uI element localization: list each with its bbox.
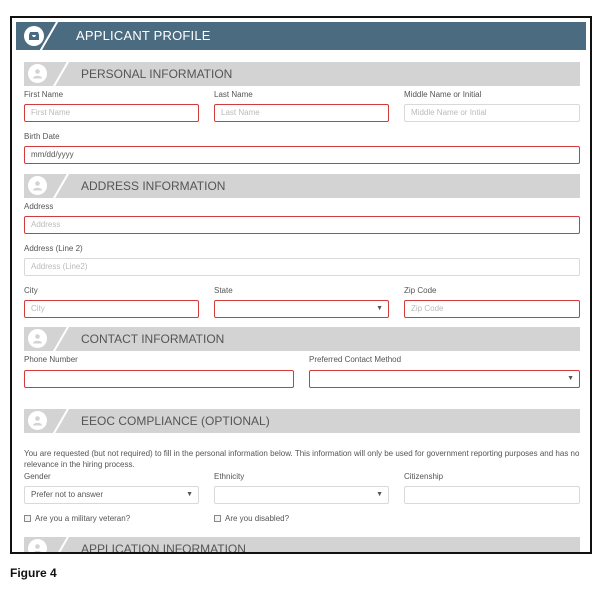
section-eeoc-compliance bbox=[24, 409, 580, 433]
eeoc-notice: You are requested (but not required) to fill in the personal information below. This information will only be used for government reporting purposes and has no relevance in the hiring process. bbox=[24, 449, 580, 469]
birth-date-input[interactable]: mm/dd/yyyy bbox=[24, 146, 580, 164]
birth-date-label: Birth Date bbox=[24, 132, 60, 141]
section-divider bbox=[52, 537, 70, 554]
section-divider bbox=[52, 62, 70, 86]
gender-value: Prefer not to answer bbox=[31, 490, 104, 499]
zip-code-input[interactable]: Zip Code bbox=[404, 300, 580, 318]
section-application-information bbox=[24, 537, 580, 554]
chevron-down-icon: ▼ bbox=[186, 491, 193, 498]
address-line2-label: Address (Line 2) bbox=[24, 244, 83, 253]
disabled-label: Are you disabled? bbox=[225, 514, 290, 523]
phone-number-input[interactable] bbox=[24, 370, 294, 388]
preferred-contact-method-label: Preferred Contact Method bbox=[309, 355, 402, 364]
address-line2-input[interactable]: Address (Line2) bbox=[24, 258, 580, 276]
section-address-information bbox=[24, 174, 580, 198]
gender-select[interactable] bbox=[24, 486, 199, 504]
middle-name-label: Middle Name or Initial bbox=[404, 90, 482, 99]
section-divider bbox=[52, 409, 70, 433]
section-title: PERSONAL INFORMATION bbox=[81, 67, 233, 81]
military-veteran-checkbox[interactable] bbox=[24, 514, 130, 523]
city-label: City bbox=[24, 286, 38, 295]
user-icon bbox=[28, 539, 47, 554]
section-contact-information bbox=[24, 327, 580, 351]
ethnicity-label: Ethnicity bbox=[214, 472, 245, 481]
section-divider bbox=[52, 174, 70, 198]
section-title: CONTACT INFORMATION bbox=[81, 332, 225, 346]
section-personal-information bbox=[24, 62, 580, 86]
first-name-label: First Name bbox=[24, 90, 64, 99]
state-select[interactable] bbox=[214, 300, 389, 318]
gender-label: Gender bbox=[24, 472, 51, 481]
address-input[interactable]: Address bbox=[24, 216, 580, 234]
chevron-down-icon: ▼ bbox=[376, 491, 383, 498]
section-divider bbox=[52, 327, 70, 351]
city-input[interactable]: City bbox=[24, 300, 199, 318]
user-icon bbox=[28, 329, 47, 348]
disabled-checkbox[interactable] bbox=[214, 514, 289, 523]
phone-number-label: Phone Number bbox=[24, 355, 78, 364]
citizenship-input[interactable] bbox=[404, 486, 580, 504]
middle-name-input[interactable]: Middle Name or Intial bbox=[404, 104, 580, 122]
chevron-down-icon: ▼ bbox=[376, 305, 383, 312]
ethnicity-select[interactable] bbox=[214, 486, 389, 504]
checkbox-box[interactable] bbox=[24, 515, 31, 522]
state-label: State bbox=[214, 286, 233, 295]
section-title: EEOC COMPLIANCE (OPTIONAL) bbox=[81, 414, 270, 428]
zip-code-label: Zip Code bbox=[404, 286, 437, 295]
military-veteran-label: Are you a military veteran? bbox=[35, 514, 131, 523]
section-title: APPLICATION INFORMATION bbox=[81, 542, 246, 554]
form-header bbox=[16, 22, 586, 50]
checkbox-box[interactable] bbox=[214, 515, 221, 522]
chevron-down-icon: ▼ bbox=[567, 375, 574, 382]
first-name-input[interactable]: First Name bbox=[24, 104, 199, 122]
user-icon bbox=[28, 411, 47, 430]
address-label: Address bbox=[24, 202, 54, 211]
citizenship-label: Citizenship bbox=[404, 472, 444, 481]
figure-caption: Figure 4 bbox=[10, 566, 57, 580]
preferred-contact-method-select[interactable] bbox=[309, 370, 580, 388]
user-icon bbox=[28, 64, 47, 83]
section-title: ADDRESS INFORMATION bbox=[81, 179, 226, 193]
last-name-label: Last Name bbox=[214, 90, 253, 99]
page-title: APPLICANT PROFILE bbox=[76, 28, 211, 43]
last-name-input[interactable]: Last Name bbox=[214, 104, 389, 122]
applicant-profile-form bbox=[10, 16, 592, 554]
user-icon bbox=[28, 176, 47, 195]
inbox-icon bbox=[24, 26, 44, 46]
